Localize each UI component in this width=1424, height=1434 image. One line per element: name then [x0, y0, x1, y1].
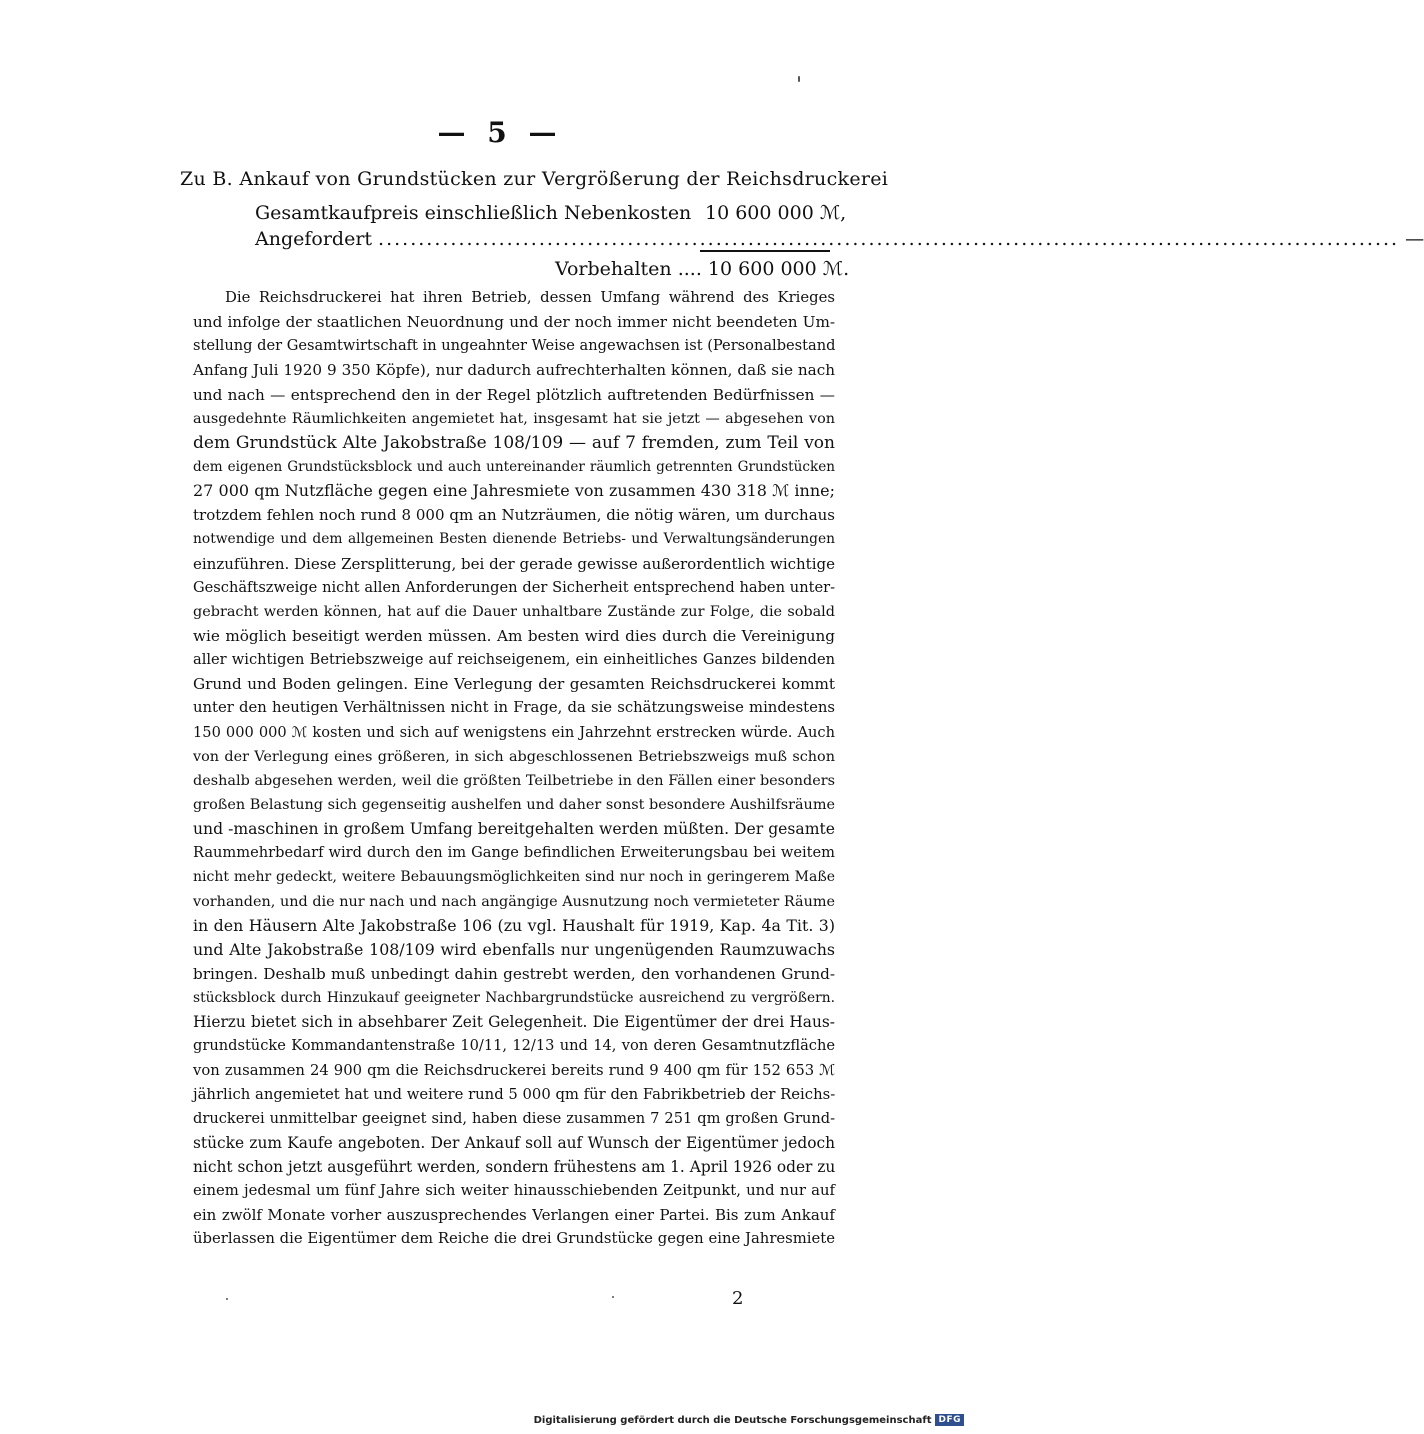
cost-row-total — [255, 202, 847, 228]
body-line: und infolge der staatlichen Neuordnung und der noch immer nicht beendeten Um- — [193, 313, 835, 332]
leader-dots: .... — [671, 258, 708, 280]
scan-speck — [612, 1296, 614, 1298]
body-line: Hierzu bietet sich in absehbarer Zeit Gelegenheit. Die Eigentümer der drei Haus- — [193, 1013, 835, 1032]
body-line: stücke zum Kaufe angeboten. Der Ankauf soll auf Wunsch der Eigentümer jedoch — [193, 1133, 835, 1152]
body-line: nicht schon jetzt ausgeführt werden, sondern frühestens am 1. April 1926 oder zu — [193, 1158, 836, 1177]
cost-label: Gesamtkaufpreis einschließlich Nebenkosten — [255, 202, 692, 224]
body-line: aller wichtigen Betriebszweige auf reichseigenem, ein einheitliches Ganzes bildenden — [193, 651, 835, 669]
body-line: druckerei unmittelbar geeignet sind, haben diese zusammen 7 251 qm großen Grund- — [193, 1109, 835, 1127]
footer-credit — [534, 1414, 964, 1426]
body-line: Anfang Juli 1920 9 350 Köpfe), nur dadurch aufrechterhalten können, daß sie nach — [193, 361, 835, 380]
body-line: stellung der Gesamtwirtschaft in ungeahnter Weise angewachsen ist (Personalbestand — [193, 337, 836, 355]
cost-amount: 10 600 000 ℳ, — [705, 202, 847, 224]
body-line: 27 000 qm Nutzfläche gegen eine Jahresmiete von zusammen 430 318 ℳ inne; — [193, 481, 835, 501]
sum-rule — [700, 250, 830, 252]
body-line: Grund und Boden gelingen. Eine Verlegung der gesamten Reichsdruckerei kommt — [193, 675, 835, 694]
body-line: großen Belastung sich gegenseitig aushelfen und daher sonst besondere Aushilfsräume — [193, 796, 835, 813]
body-line: dem eigenen Grundstücksblock und auch untereinander räumlich getrennten Grundstücken — [193, 458, 835, 475]
body-line: und -maschinen in großem Umfang bereitgehalten werden müßten. Der gesamte — [193, 820, 835, 839]
scan-speck — [226, 1298, 228, 1300]
leader-dots — [697, 202, 699, 224]
body-line: grundstücke Kommandantenstraße 10/11, 12/13 und 14, von deren Gesamtnutzfläche — [193, 1037, 835, 1055]
cost-amount: — — [1405, 228, 1424, 250]
body-line: trotzdem fehlen noch rund 8 000 qm an Nutzräumen, die nötig wären, um durchaus — [193, 506, 835, 525]
leader-dots: ............................................................................................................................... — [378, 228, 1400, 250]
body-line: jährlich angemietet hat und weitere rund 5 000 qm für den Fabrikbetrieb der Reichs- — [193, 1085, 836, 1103]
body-line: in den Häusern Alte Jakobstraße 106 (zu vgl. Haushalt für 1919, Kap. 4a Tit. 3) — [193, 915, 835, 935]
body-line: und Alte Jakobstraße 108/109 wird ebenfalls nur ungenügenden Raumzuwachs — [193, 939, 835, 959]
reserve-label: Vorbehalten — [555, 258, 672, 280]
body-line: 150 000 000 ℳ kosten und sich auf wenigstens ein Jahrzehnt erstrecken würde. Auch — [193, 723, 835, 741]
body-line: bringen. Deshalb muß unbedingt dahin gestrebt werden, den vorhandenen Grund- — [193, 964, 835, 983]
body-line: deshalb abgesehen werden, weil die größten Teilbetriebe in den Fällen einer besonders — [193, 772, 835, 789]
page-number: — 5 — — [437, 116, 563, 149]
reserve-amount: 10 600 000 ℳ. — [707, 258, 850, 280]
scan-speck — [798, 76, 800, 82]
body-line: überlassen die Eigentümer dem Reiche die drei Grundstücke gegen eine Jahresmiete — [193, 1230, 835, 1248]
reserve-row — [555, 258, 850, 280]
body-line: wie möglich beseitigt werden müssen. Am besten wird dies durch die Vereinigung — [193, 626, 835, 645]
body-line: von der Verlegung eines größeren, in sich abgeschlossenen Betriebszweigs muß schon — [193, 748, 835, 765]
body-line: dem Grundstück Alte Jakobstraße 108/109 — auf 7 fremden, zum Teil von — [193, 432, 835, 453]
cost-label: Angefordert — [255, 228, 373, 250]
footer-text: Digitalisierung gefördert durch die Deutsche Forschungsgemeinschaft — [533, 1414, 932, 1426]
body-line: und nach — entsprechend den in der Regel plötzlich auftretenden Bedürfnissen — — [193, 385, 835, 404]
body-line: von zusammen 24 900 qm die Reichsdruckerei bereits rund 9 400 qm für 152 653 ℳ — [193, 1061, 835, 1079]
body-line: gebracht werden können, hat auf die Dauer unhaltbare Zustände zur Folge, die sobald — [193, 603, 835, 620]
body-line: Die Reichsdruckerei hat ihren Betrieb, dessen Umfang während des Krieges — [225, 289, 835, 306]
body-line: einzuführen. Diese Zersplitterung, bei der gerade gewisse außerordentlich wichtige — [193, 554, 835, 573]
body-line: unter den heutigen Verhältnissen nicht in Frage, da sie schätzungsweise mindestens — [193, 699, 835, 717]
body-line: nicht mehr gedeckt, weitere Bebauungsmöglichkeiten sind nur noch in geringerem Maße — [193, 869, 835, 886]
body-line: einem jedesmal um fünf Jahre sich weiter hinausschiebenden Zeitpunkt, und nur auf — [193, 1182, 835, 1200]
body-line: ein zwölf Monate vorher auszusprechendes Verlangen einer Partei. Bis zum Ankauf — [193, 1206, 835, 1225]
body-line: Geschäftszweige nicht allen Anforderungen der Sicherheit entsprechend haben unter- — [193, 578, 835, 596]
body-line: stücksblock durch Hinzukauf geeigneter Nachbargrundstücke ausreichend zu vergrößern. — [193, 990, 835, 1007]
body-paragraph — [193, 286, 835, 1252]
body-line: Raummehrbedarf wird durch den im Gange befindlichen Erweiterungsbau bei weitem — [193, 844, 835, 862]
body-line: notwendige und dem allgemeinen Besten dienende Betriebs- und Verwaltungsänderungen — [193, 531, 835, 548]
body-line: ausgedehnte Räumlichkeiten angemietet hat, insgesamt hat sie jetzt — abgesehen von — [193, 410, 835, 427]
dfg-logo: DFG — [935, 1414, 964, 1426]
section-heading: Zu B. Ankauf von Grundstücken zur Vergrößerung der Reichsdruckerei — [180, 168, 889, 190]
body-line: vorhanden, und die nur nach und nach angängige Ausnutzung noch vermieteter Räume — [193, 893, 835, 910]
signature-mark: 2 — [732, 1288, 744, 1309]
